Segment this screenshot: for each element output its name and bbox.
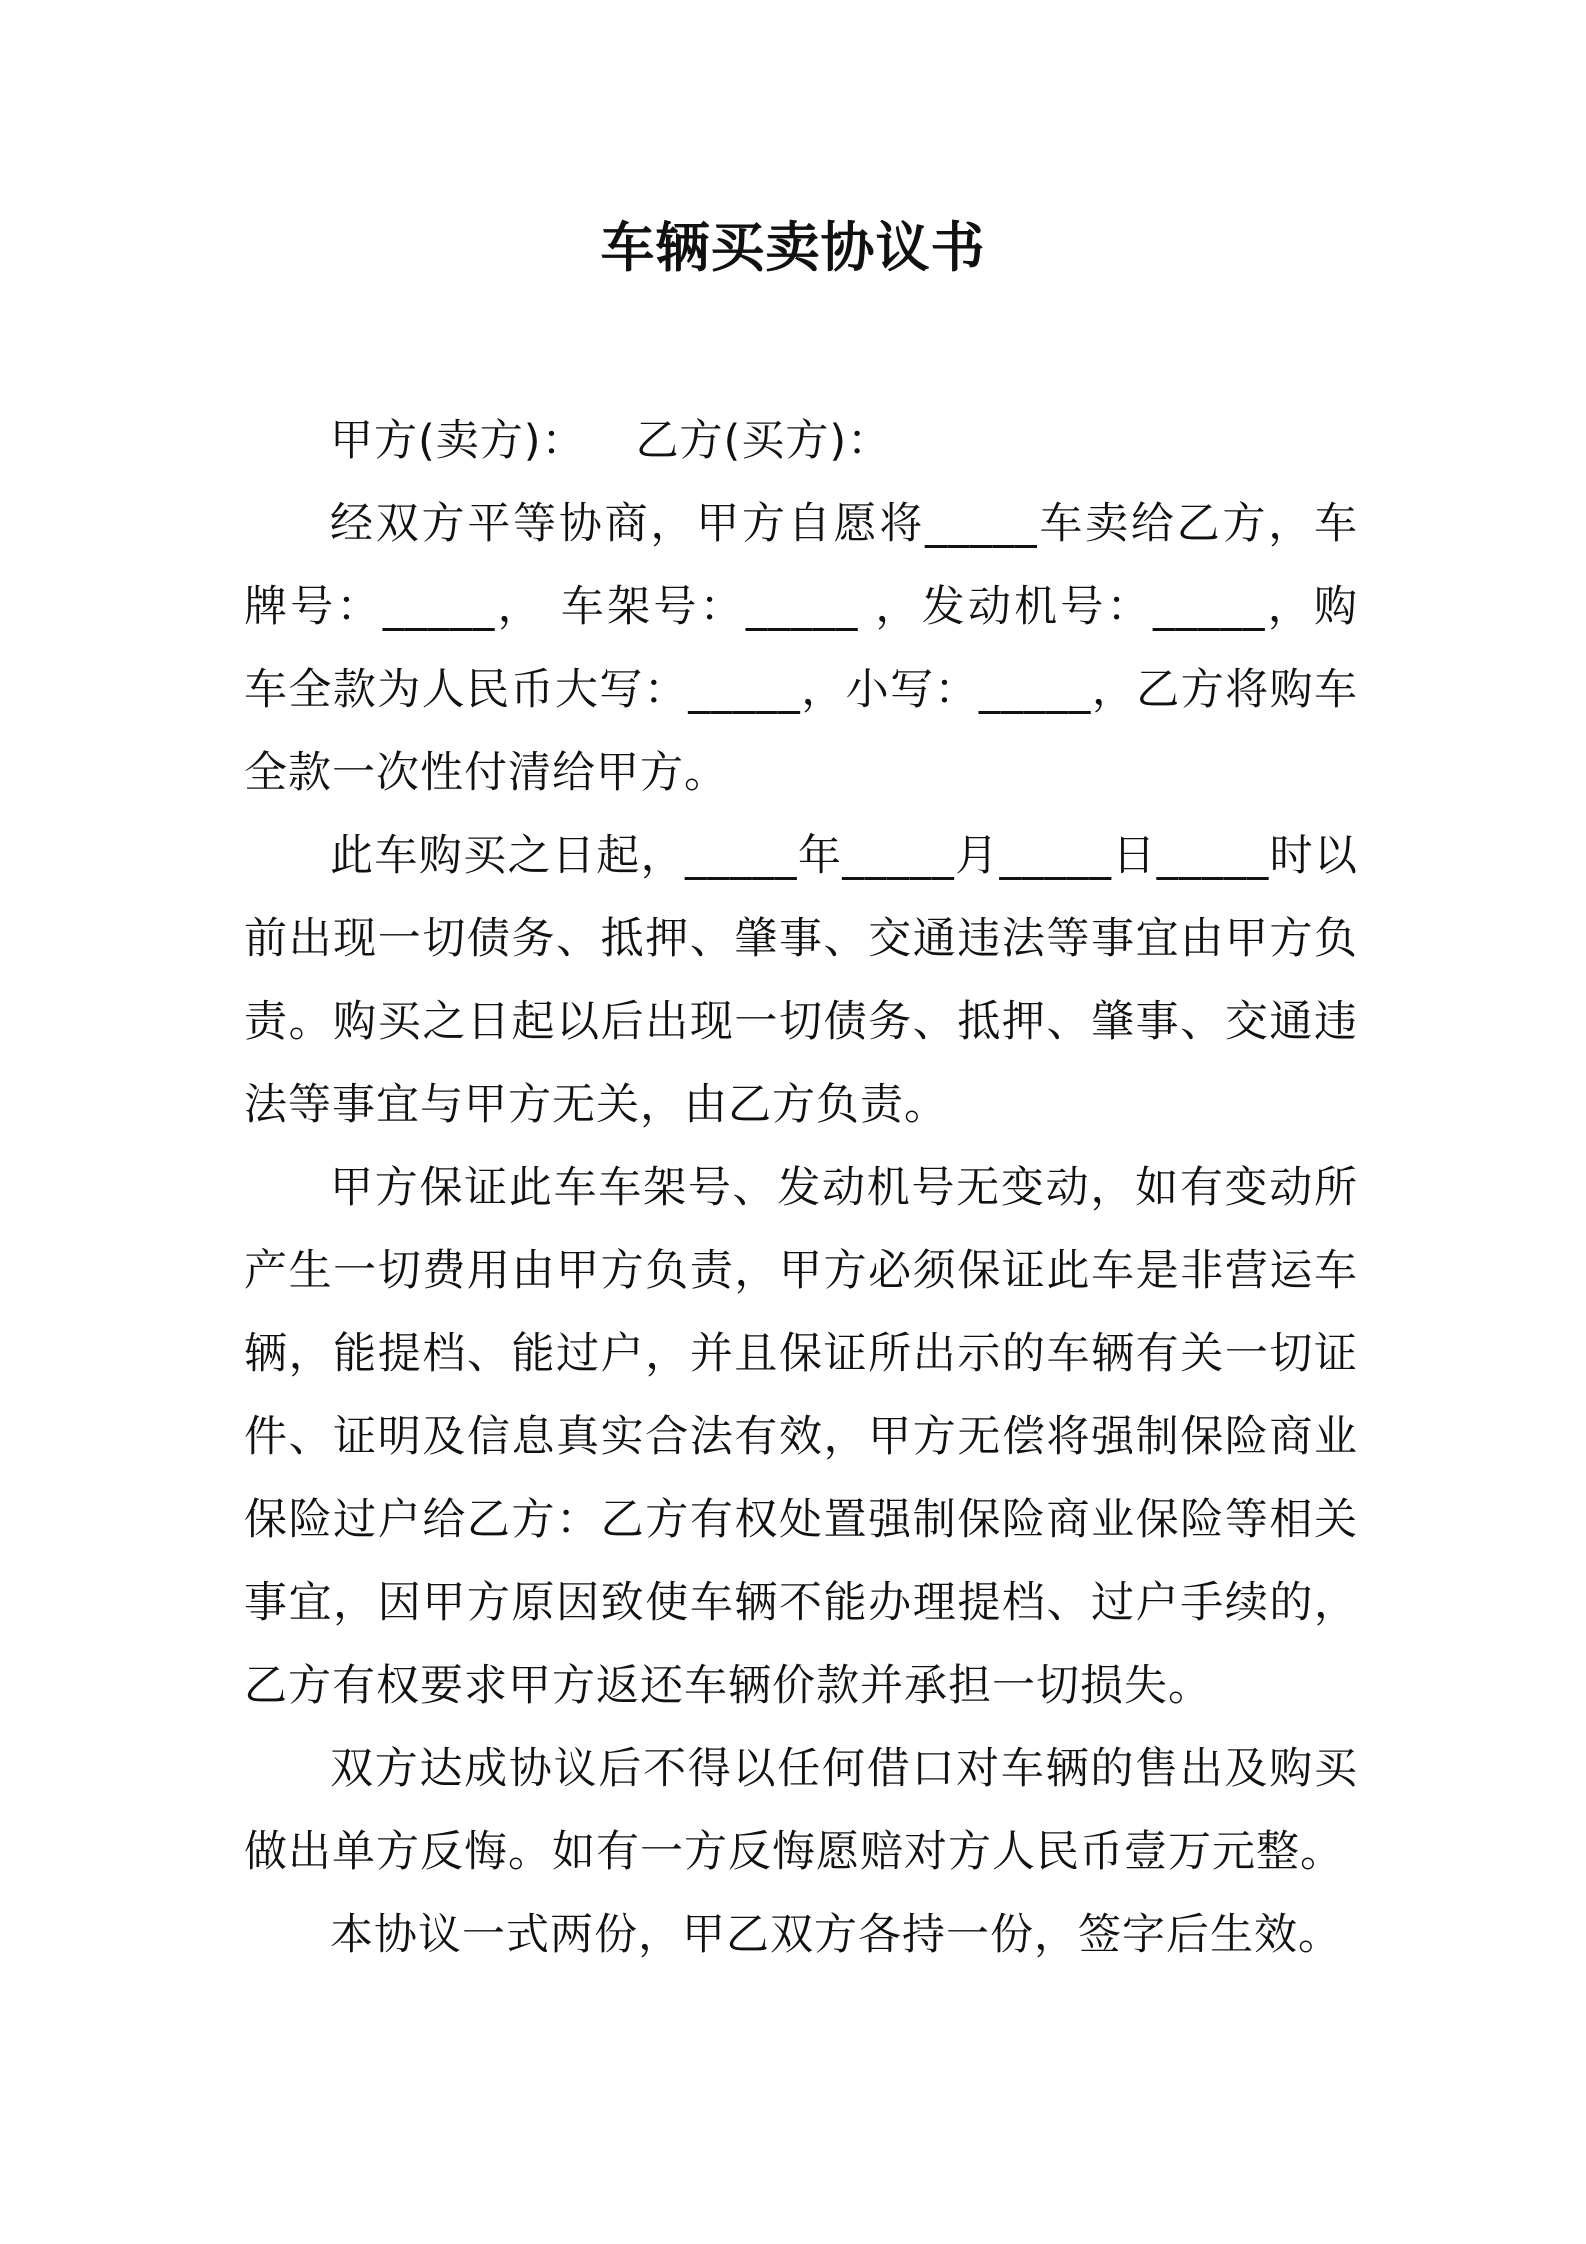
document-body (244, 400, 1358, 1977)
paragraph-seller-guarantee: 甲方保证此车车架号、发动机号无变动，如有变动所产生一切费用由甲方负责，甲方必须保证此车是非营运车辆，能提档、能过户，并且保证所出示的车辆有关一切证件、证明及信息真实合法有效，甲方无偿将强制保险商业保险过户给乙方：乙方有权处置强制保险商业保险等相关事宜，因甲方原因致使车辆不能办理提档、过户手续的，乙方有权要求甲方返还车辆价款并承担一切损失。 (244, 1163, 1358, 1711)
paragraph-sale-terms: 经双方平等协商，甲方自愿将_____车卖给乙方，车牌号：_____， 车架号：_____ ，发动机号：_____，购车全款为人民币大写：_____，小写：_____，乙方将购车全款一次性付清给甲方。 (244, 499, 1358, 798)
document-title: 车辆买卖协议书 (600, 216, 986, 279)
paragraph-liability-period: 此车购买之日起，_____年_____月_____日_____时以前出现一切债务、抵押、肇事、交通违法等事宜由甲方负责。购买之日起以后出现一切债务、抵押、肇事、交通违法等事宜与甲方无关，由乙方负责。 (244, 831, 1358, 1130)
party-a-label: 甲方(卖方)： (330, 416, 586, 466)
parties-line (244, 400, 1358, 483)
party-b-label: 乙方(买方)： (635, 416, 892, 466)
paragraph-copies: 本协议一式两份，甲乙双方各持一份，签字后生效。 (330, 1910, 1342, 1960)
paragraph-no-repudiation: 双方达成协议后不得以任何借口对车辆的售出及购买做出单方反悔。如有一方反悔愿赔对方人民币壹万元整。 (244, 1744, 1358, 1877)
